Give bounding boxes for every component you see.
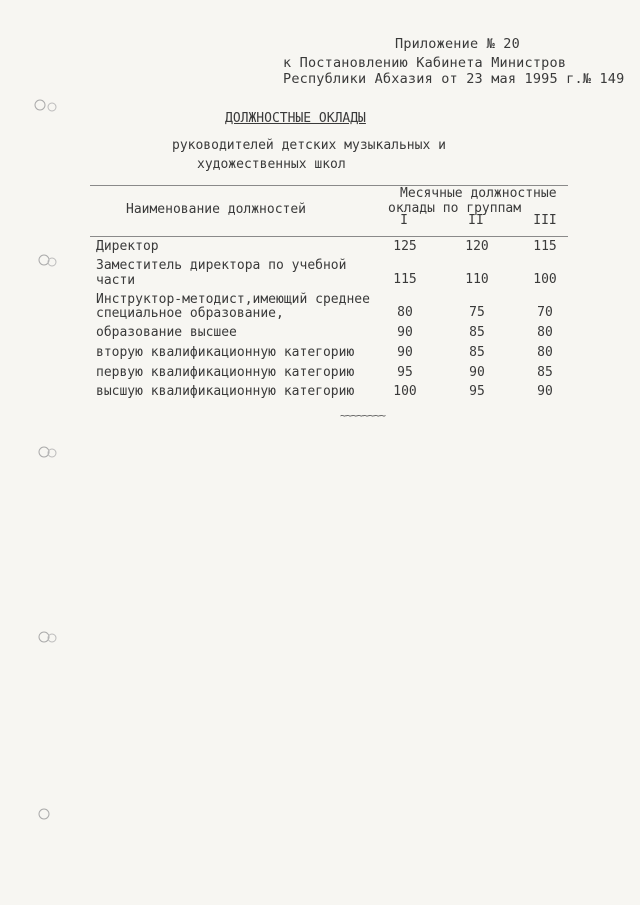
table-cell-group3: 80: [537, 345, 553, 360]
group-header-1: I: [400, 213, 408, 228]
table-cell-group1: 115: [393, 272, 417, 287]
column-header-position: Наименование должностей: [126, 202, 307, 217]
table-cell-group2: 75: [469, 305, 485, 320]
group-header-2: II: [468, 213, 484, 228]
table-row-name: вторую квалификационную категорию: [96, 345, 355, 360]
table-cell-group3: 80: [537, 325, 553, 340]
table-cell-group3: 70: [537, 305, 553, 320]
table-row-name-line2: части: [96, 273, 136, 288]
table-cell-group1: 90: [397, 345, 413, 360]
table-row-name-line1: Заместитель директора по учебной: [96, 258, 347, 273]
table-cell-group3: 85: [537, 365, 553, 380]
table-cell-group3: 90: [537, 384, 553, 399]
binder-hole-mark: [32, 442, 62, 462]
resolution-reference: к Постановлению Кабинета Министров: [283, 55, 567, 71]
table-cell-group1: 100: [393, 384, 417, 399]
table-cell-group3: 100: [533, 272, 557, 287]
column-header-salary-line1: Месячные должностные: [400, 186, 557, 201]
table-row-name: первую квалификационную категорию: [96, 365, 355, 380]
table-row-name: высшую квалификационную категорию: [96, 384, 355, 399]
table-row-name: Директор: [96, 239, 159, 254]
table-cell-group3: 115: [533, 239, 557, 254]
group-header-3: III: [533, 213, 557, 228]
binder-hole-mark: [30, 95, 64, 115]
table-cell-group2: 85: [469, 325, 485, 340]
document-subtitle-line2: художественных школ: [197, 157, 346, 172]
table-cell-group2: 90: [469, 365, 485, 380]
resolution-date: Республики Абхазия от 23 мая 1995 г.№ 149: [283, 71, 625, 87]
document-title: ДОЛЖНОСТНЫЕ ОКЛАДЫ: [225, 111, 366, 126]
table-header-rule: [90, 236, 568, 237]
binder-hole-mark: [34, 804, 54, 824]
end-mark: ~~~~~~~~: [340, 409, 385, 422]
table-row-name-line1: Инструктор-методист,имеющий среднее: [96, 292, 370, 307]
table-row-name-line2: специальное образование,: [96, 306, 284, 321]
binder-hole-mark: [32, 250, 62, 270]
document-subtitle-line1: руководителей детских музыкальных и: [172, 138, 446, 153]
table-cell-group2: 120: [465, 239, 489, 254]
binder-hole-mark: [32, 627, 62, 647]
table-cell-group2: 110: [465, 272, 489, 287]
column-header-salary-line2: оклады по группам: [388, 201, 522, 216]
table-row-name: образование высшее: [96, 325, 237, 340]
table-cell-group2: 95: [469, 384, 485, 399]
table-cell-group1: 125: [393, 239, 417, 254]
table-cell-group1: 95: [397, 365, 413, 380]
table-cell-group1: 80: [397, 305, 413, 320]
appendix-number: Приложение № 20: [395, 36, 520, 52]
table-cell-group1: 90: [397, 325, 413, 340]
table-cell-group2: 85: [469, 345, 485, 360]
